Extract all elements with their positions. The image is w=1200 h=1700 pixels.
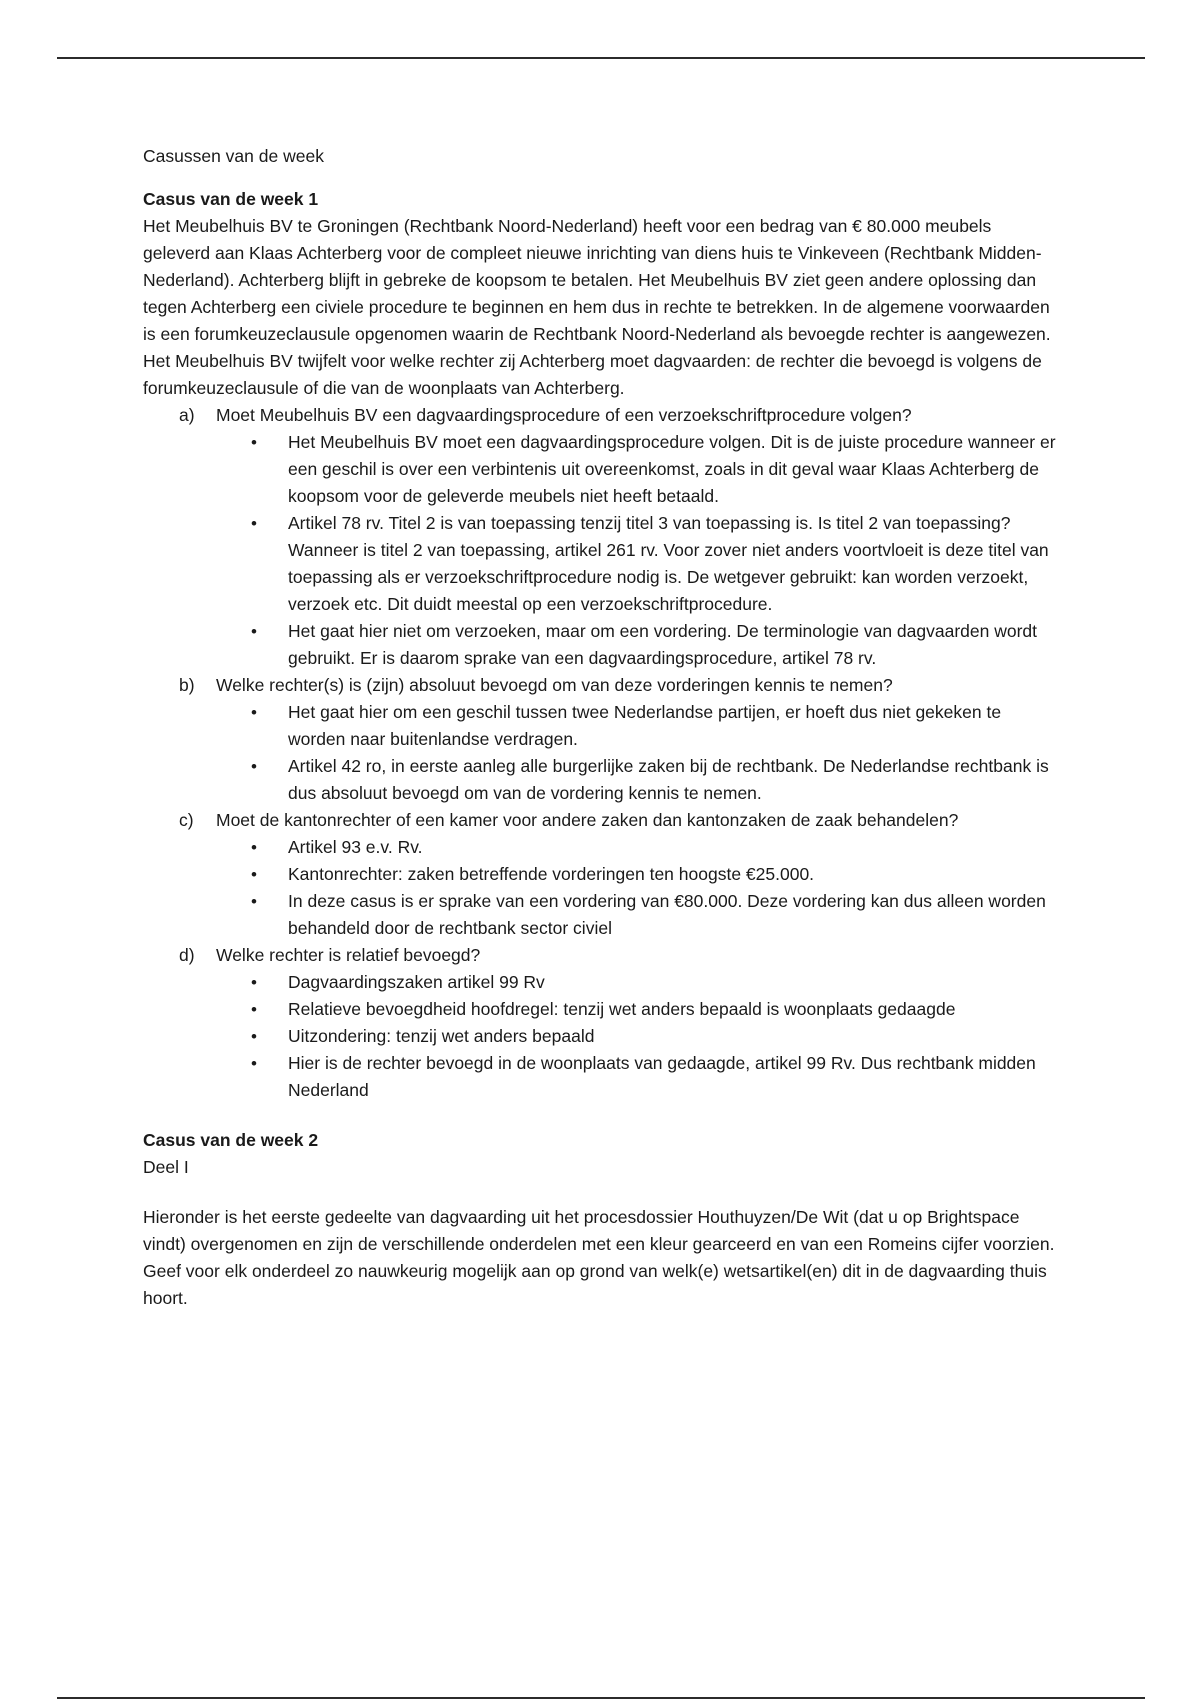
- answer-item: [251, 996, 1063, 1023]
- bullet-icon: •: [251, 703, 257, 722]
- question-a: [179, 402, 1063, 672]
- question-letter: c): [179, 810, 194, 830]
- case-2-part: Deel I: [143, 1157, 189, 1177]
- document-body: [143, 143, 1063, 1312]
- answer-item: [251, 1023, 1063, 1050]
- question-text: Welke rechter is relatief bevoegd?: [216, 945, 481, 965]
- answer-item: [251, 969, 1063, 996]
- answer-text: Artikel 93 e.v. Rv.: [288, 837, 423, 857]
- question-d: [179, 942, 1063, 1104]
- bullet-icon: •: [251, 865, 257, 884]
- answer-text: Het gaat hier niet om verzoeken, maar om een vordering. De terminologie van dagvaarden wordt gebruikt. Er is daarom sprake van een dagvaardingsprocedure, artikel 78 rv.: [288, 621, 1038, 668]
- question-text: Moet Meubelhuis BV een dagvaardingsprocedure of een verzoekschriftprocedure volgen?: [216, 405, 912, 425]
- answer-text: Het Meubelhuis BV moet een dagvaardingsprocedure volgen. Dit is de juiste procedure wanneer er een geschil is over een verbintenis uit overeenkomst, zoals in dit geval waar Klaas Achterberg de koopsom voor de geleverde meubels niet heeft betaald.: [288, 432, 1056, 506]
- case-1-questions: [143, 402, 1063, 1104]
- answer-list: [216, 429, 1063, 672]
- spacer: [143, 1181, 1063, 1204]
- answer-text: Relatieve bevoegdheid hoofdregel: tenzij wet anders bepaald is woonplaats gedaagde: [288, 999, 956, 1019]
- case-2-heading: Casus van de week 2: [143, 1130, 319, 1150]
- answer-item: [251, 1050, 1063, 1104]
- spacer: [143, 178, 1063, 186]
- answer-text: Dagvaardingszaken artikel 99 Rv: [288, 972, 545, 992]
- question-letter: b): [179, 675, 195, 695]
- footer-rule: [57, 1697, 1145, 1699]
- question-letter: d): [179, 945, 195, 965]
- case-2-body: Hieronder is het eerste gedeelte van dagvaarding uit het procesdossier Houthuyzen/De Wit (dat u op Brightspace vindt) overgenomen en zijn de verschillende onderdelen met een kleur gearceerd en van een Romeins cijfer voorzien. Geef voor elk onderdeel zo nauwkeurig mogelijk aan op grond van welk(e) wetsartikel(en) dit in de dagvaarding thuis hoort.: [143, 1207, 1055, 1308]
- header-rule: [57, 57, 1145, 59]
- case-1-intro: Het Meubelhuis BV te Groningen (Rechtbank Noord-Nederland) heeft voor een bedrag van € 80.000 meubels geleverd aan Klaas Achterberg voor de compleet nieuwe inrichting van diens huis te Vinkeveen (Rechtbank Midden-Nederland). Achterberg blijft in gebreke de koopsom te betalen. Het Meubelhuis BV ziet geen andere oplossing dan tegen Achterberg een civiele procedure te beginnen en hem dus in rechte te betrekken. In de algemene voorwaarden is een forumkeuzeclausule opgenomen waarin de Rechtbank Noord-Nederland als bevoegde rechter is aangewezen. Het Meubelhuis BV twijfelt voor welke rechter zij Achterberg moet dagvaarden: de rechter die bevoegd is volgens de forumkeuzeclausule of die van de woonplaats van Achterberg.: [143, 216, 1051, 398]
- answer-item: [251, 834, 1063, 861]
- answer-text: Artikel 78 rv. Titel 2 is van toepassing tenzij titel 3 van toepassing is. Is titel 2 van toepassing? Wanneer is titel 2 van toepassing, artikel 261 rv. Voor zover niet anders voortvloeit is deze titel van toepassing als er verzoekschriftprocedure nodig is. De wetgever gebruikt: kan worden verzoekt, verzoek etc. Dit duidt meestal op een verzoekschriftprocedure.: [288, 513, 1049, 614]
- answer-item: [251, 618, 1063, 672]
- answer-item: [251, 429, 1063, 510]
- answer-text: Kantonrechter: zaken betreffende vorderingen ten hoogste €25.000.: [288, 864, 815, 884]
- question-text: Moet de kantonrechter of een kamer voor andere zaken dan kantonzaken de zaak behandelen?: [216, 810, 959, 830]
- answer-text: Hier is de rechter bevoegd in de woonplaats van gedaagde, artikel 99 Rv. Dus rechtbank midden Nederland: [288, 1053, 1036, 1100]
- answer-text: Artikel 42 ro, in eerste aanleg alle burgerlijke zaken bij de rechtbank. De Nederlandse rechtbank is dus absoluut bevoegd om van de vordering kennis te nemen.: [288, 756, 1049, 803]
- answer-item: [251, 888, 1063, 942]
- question-text: Welke rechter(s) is (zijn) absoluut bevoegd om van deze vorderingen kennis te nemen?: [216, 675, 893, 695]
- answer-text: In deze casus is er sprake van een vordering van €80.000. Deze vordering kan dus alleen worden behandeld door de rechtbank sector civiel: [288, 891, 1046, 938]
- bullet-icon: •: [251, 433, 257, 452]
- bullet-icon: •: [251, 1054, 257, 1073]
- answer-item: [251, 753, 1063, 807]
- bullet-icon: •: [251, 1027, 257, 1046]
- question-b: [179, 672, 1063, 807]
- answer-item: [251, 510, 1063, 618]
- bullet-icon: •: [251, 757, 257, 776]
- question-c: [179, 807, 1063, 942]
- bullet-icon: •: [251, 973, 257, 992]
- question-letter: a): [179, 405, 195, 425]
- bullet-icon: •: [251, 892, 257, 911]
- bullet-icon: •: [251, 622, 257, 641]
- answer-text: Uitzondering: tenzij wet anders bepaald: [288, 1026, 595, 1046]
- bullet-icon: •: [251, 514, 257, 533]
- document-title: Casussen van de week: [143, 146, 324, 166]
- case-1-heading: Casus van de week 1: [143, 189, 319, 209]
- answer-item: [251, 861, 1063, 888]
- spacer: [143, 1104, 1063, 1127]
- answer-text: Het gaat hier om een geschil tussen twee Nederlandse partijen, er hoeft dus niet gekeken te worden naar buitenlandse verdragen.: [288, 702, 1002, 749]
- answer-item: [251, 699, 1063, 753]
- bullet-icon: •: [251, 838, 257, 857]
- answer-list: [216, 969, 1063, 1104]
- bullet-icon: •: [251, 1000, 257, 1019]
- answer-list: [216, 699, 1063, 807]
- answer-list: [216, 834, 1063, 942]
